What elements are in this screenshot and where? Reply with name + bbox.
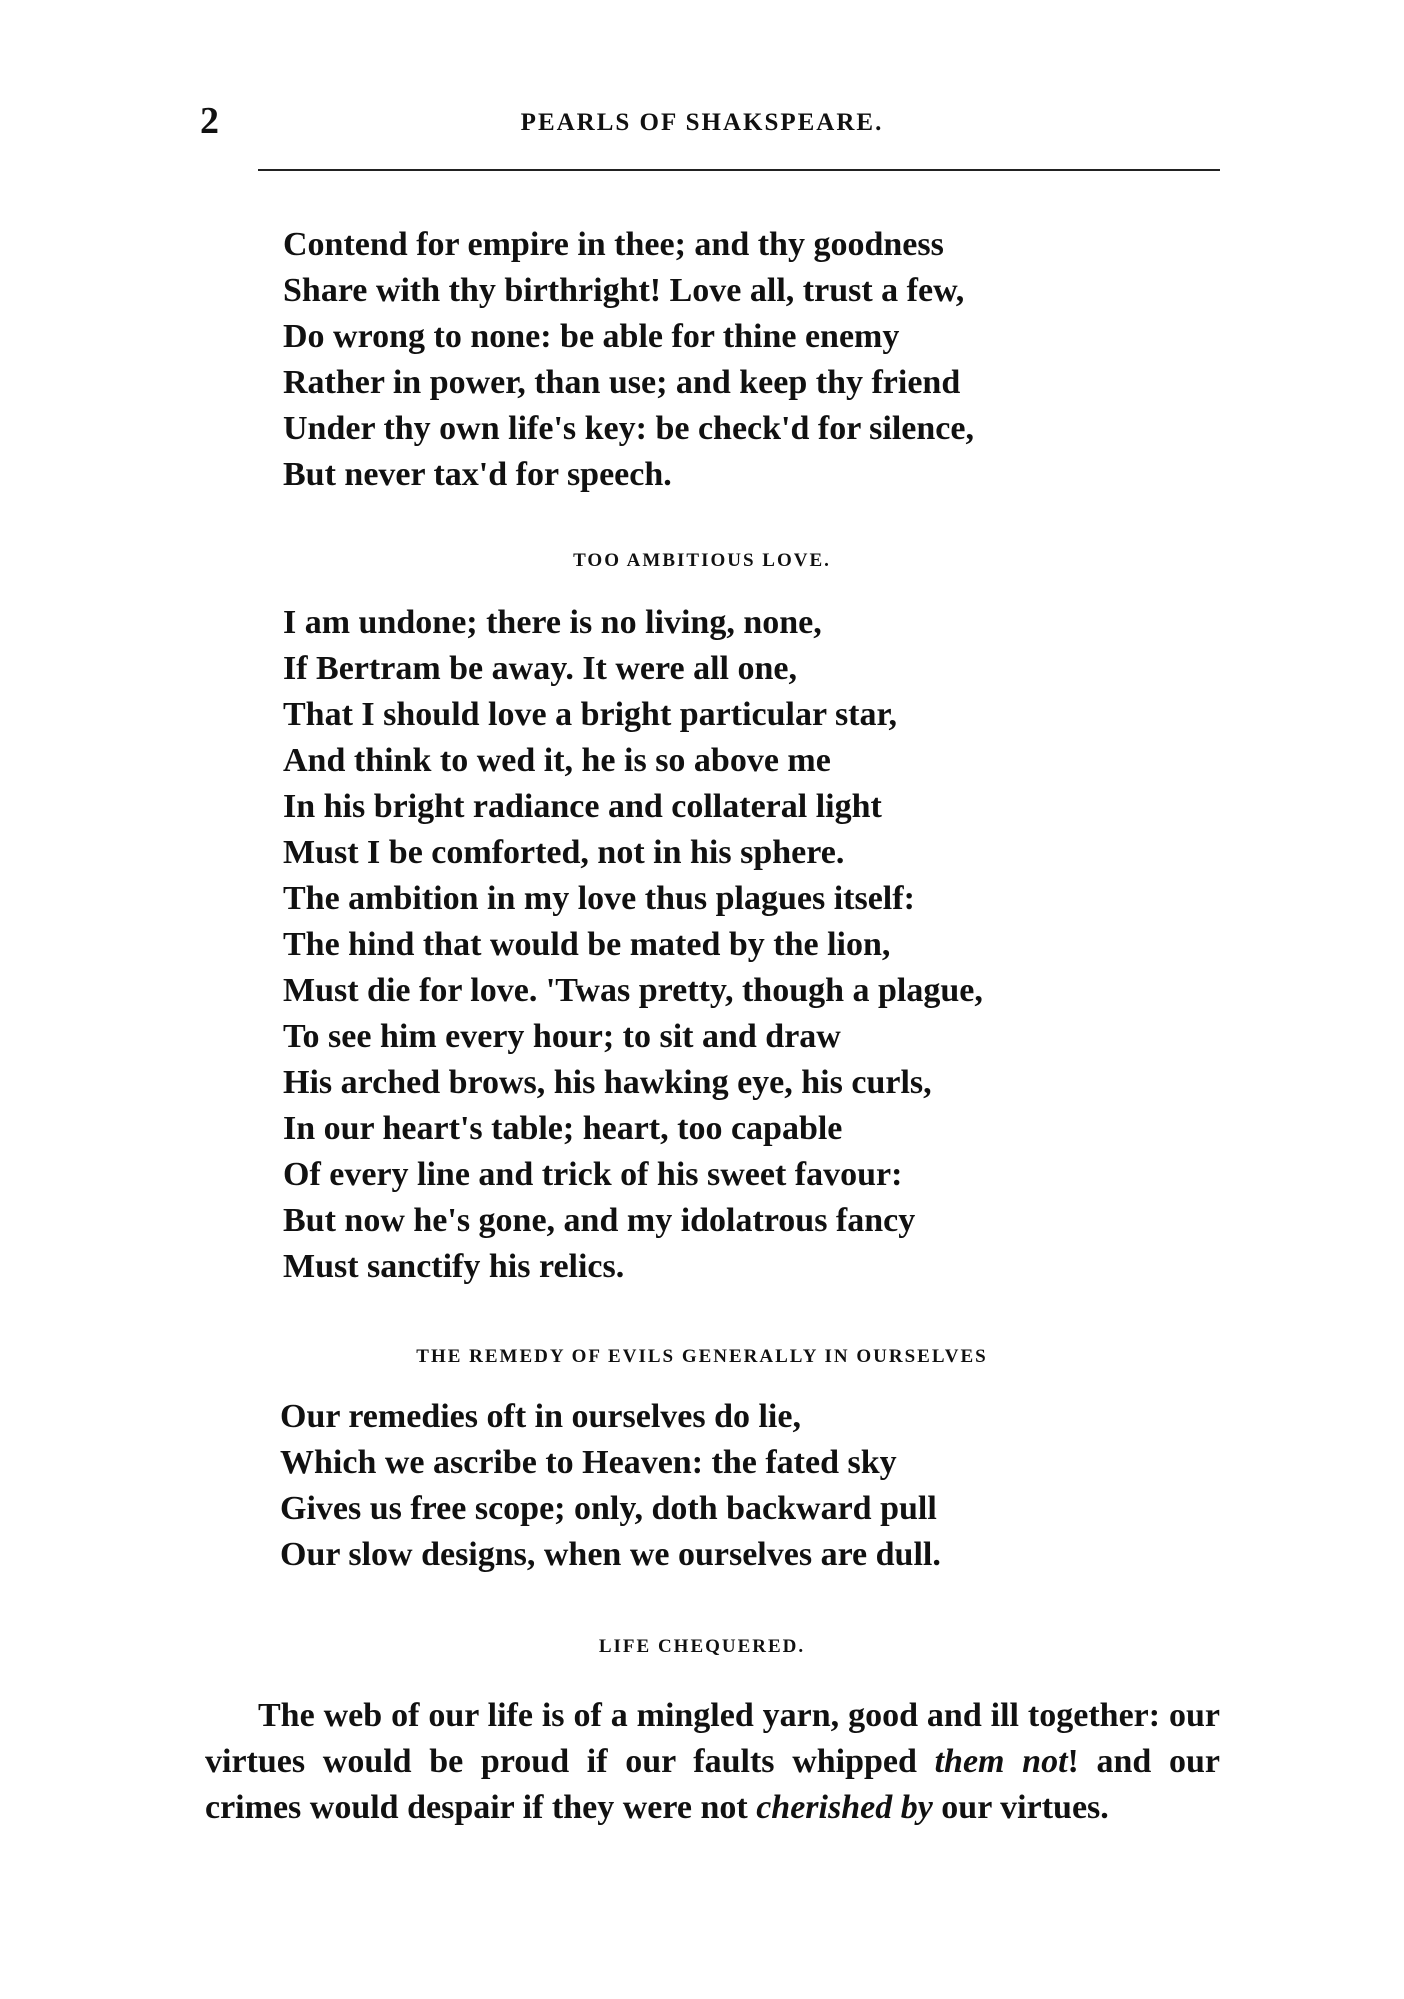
verse-line: Must sanctify his relics.	[283, 1248, 625, 1285]
verse-line: Our slow designs, when we ourselves are dull.	[280, 1536, 941, 1573]
stanza-opening	[283, 222, 974, 498]
section-heading: LIFE CHEQUERED.	[598, 1636, 806, 1657]
verse-line: His arched brows, his hawking eye, his curls,	[283, 1064, 932, 1101]
verse-line: Which we ascribe to Heaven: the fated sky	[280, 1444, 897, 1481]
prose-text: The web of our life is of a mingled yarn, good and ill together: our virtues would be proud if our faults whipped	[205, 1697, 1220, 1780]
prose-text: ! and our crimes would despair if they were not	[205, 1743, 1220, 1826]
verse-line: Under thy own life's key: be check'd for silence,	[283, 410, 974, 447]
verse-line: Contend for empire in thee; and thy goodness	[283, 226, 944, 263]
header-rule	[258, 169, 1220, 171]
verse-line: I am undone; there is no living, none,	[283, 604, 822, 641]
verse-line: Our remedies oft in ourselves do lie,	[280, 1398, 801, 1435]
verse-line: Must die for love. 'Twas pretty, though a plague,	[283, 972, 983, 1009]
section-heading: THE REMEDY OF EVILS GENERALLY IN OURSELVES	[416, 1346, 988, 1367]
verse-line: But never tax'd for speech.	[283, 456, 672, 493]
verse-line: Gives us free scope; only, doth backward pull	[280, 1490, 937, 1527]
section-heading: TOO AMBITIOUS LOVE.	[573, 550, 831, 571]
verse-line: Do wrong to none: be able for thine enemy	[283, 318, 900, 355]
verse-line: Must I be comforted, not in his sphere.	[283, 834, 845, 871]
page-number: 2	[200, 100, 219, 142]
verse-line: Rather in power, than use; and keep thy friend	[283, 364, 961, 401]
verse-line: The ambition in my love thus plagues itself:	[283, 880, 915, 917]
verse-line: In our heart's table; heart, too capable	[283, 1110, 843, 1147]
verse-line: The hind that would be mated by the lion,	[283, 926, 891, 963]
prose-paragraph	[205, 1693, 1220, 1831]
prose-text: our virtues.	[932, 1789, 1109, 1826]
verse-line: If Bertram be away. It were all one,	[283, 650, 797, 687]
verse-line: In his bright radiance and collateral light	[283, 788, 882, 825]
verse-line: Share with thy birthright! Love all, trust a few,	[283, 272, 965, 309]
stanza-remedy-of-evils	[280, 1394, 941, 1578]
verse-line: Of every line and trick of his sweet favour:	[283, 1156, 903, 1193]
verse-line: That I should love a bright particular star,	[283, 696, 897, 733]
verse-line: And think to wed it, he is so above me	[283, 742, 831, 779]
verse-line: But now he's gone, and my idolatrous fancy	[283, 1202, 916, 1239]
prose-italic: cherished by	[756, 1789, 933, 1826]
verse-line: To see him every hour; to sit and draw	[283, 1018, 841, 1055]
running-title: PEARLS OF SHAKSPEARE.	[520, 109, 884, 136]
stanza-too-ambitious-love	[283, 600, 983, 1290]
prose-italic: them not	[934, 1743, 1068, 1780]
